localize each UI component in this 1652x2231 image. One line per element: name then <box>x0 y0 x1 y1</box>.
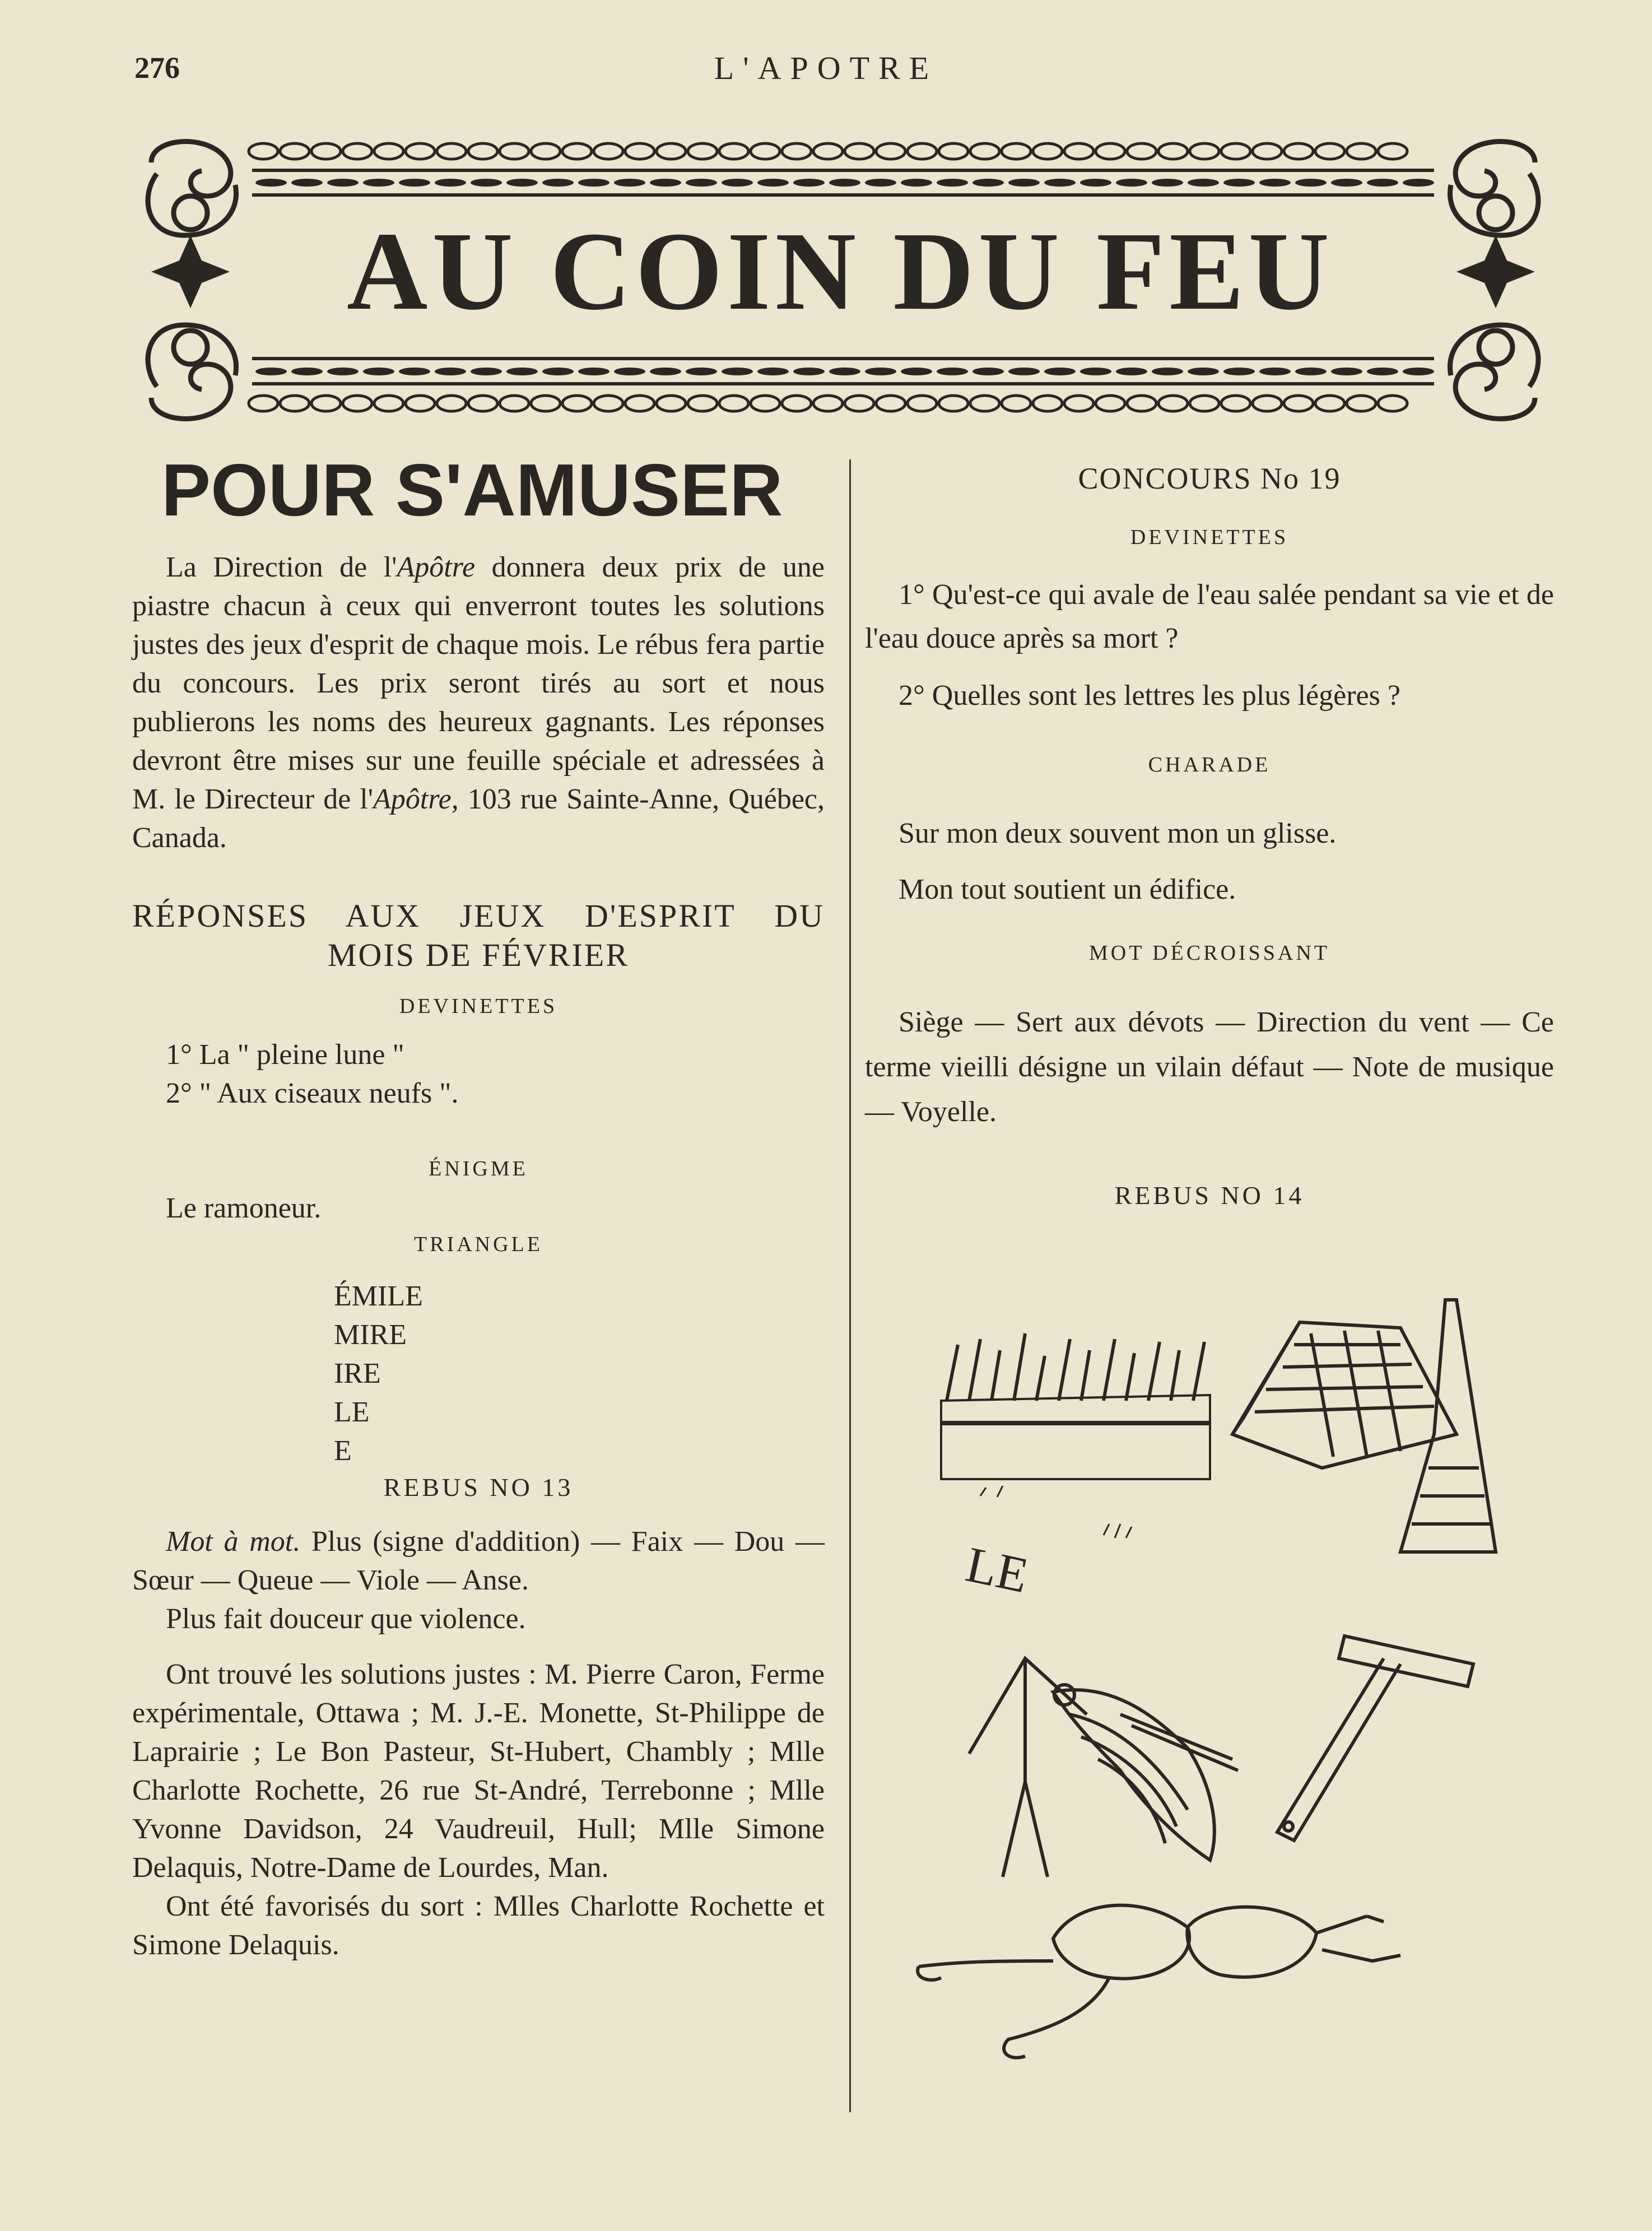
triangle-solution: ÉMILE MIRE IRE LE E <box>334 1280 423 1467</box>
left-column <box>132 448 825 1964</box>
mot-decroissant-label: MOT DÉCROISSANT <box>1088 941 1330 965</box>
rebus-14-illustration <box>896 1289 1557 2118</box>
rebus-13-solution: Plus fait douceur que violence. <box>166 1603 526 1635</box>
devinette-answer: 1° La " pleine lune " <box>166 1039 404 1071</box>
devinette-question-1: 1° Qu'est-ce qui avale de l'eau salée pendant sa vie et de l'eau douce après sa mort ? <box>865 579 1554 654</box>
answers-heading: RÉPONSES AUX JEUX D'ESPRIT DU MOIS DE FÉVRIER <box>132 898 825 973</box>
running-title: L'APOTRE <box>714 50 938 86</box>
enigme-label: ÉNIGME <box>429 1157 528 1180</box>
mice-icon <box>918 1905 1400 2058</box>
charade-label: CHARADE <box>1148 753 1271 777</box>
pour-samuser-heading: POUR S'AMUSER <box>161 449 783 531</box>
favored-paragraph: Ont été favorisés du sort : Mlles Charlotte Rochette et Simone Delaquis. <box>132 1890 825 1961</box>
mot-decroissant-text: Siège — Sert aux dévots — Direction du vent — Ce terme vieilli désigne un vilain défaut — Note de musique — Voyelle. <box>865 1006 1554 1128</box>
hammer-icon <box>1277 1636 1473 1840</box>
roof-icon <box>1232 1322 1456 1468</box>
devinette-question-2: 2° Quelles sont les lettres les plus légères ? <box>899 680 1400 712</box>
rebus-14-label: REBUS NO 14 <box>1114 1181 1305 1210</box>
rebus-13-label: REBUS NO 13 <box>383 1473 574 1502</box>
rebus-13-words: Mot à mot. Plus (signe d'addition) — Faix — Dou — Sœur — Queue — Viole — Anse. <box>132 1526 825 1596</box>
devinettes-label: DEVINETTES <box>1130 526 1289 549</box>
triangle-label: TRIANGLE <box>414 1233 543 1256</box>
found-solutions-paragraph: Ont trouvé les solutions justes : M. Pierre Caron, Ferme expérimentale, Ottawa ; M. J.-E. Monette, St-Philippe de Laprairie ; Le Bon Pasteur, St-Hubert, Chambly ; Mlle Charlotte Rochette, 26 rue St-André, Terrebonne ; Mlle Yvonne Davidson, 24 Vaudreuil, Hull; Mlle Simone Delaquis, Notre-Dame de Lourdes, Man. <box>132 1658 825 1884</box>
page-number: 276 <box>134 51 180 85</box>
enigme-answer: Le ramoneur. <box>166 1192 322 1224</box>
devinettes-label: DEVINETTES <box>399 994 558 1018</box>
bird-icon <box>969 1658 1238 1877</box>
chimney-icon <box>1400 1300 1496 1552</box>
column-divider <box>849 459 851 2112</box>
rebus-letters: LE <box>961 1536 1033 1604</box>
section-title: AU COIN DU FEU <box>347 210 1334 333</box>
concours-heading: CONCOURS No 19 <box>1078 462 1341 495</box>
right-column <box>865 448 1554 1210</box>
charade-line: Mon tout soutient un édifice. <box>899 873 1236 905</box>
devinette-answer: 2° " Aux ciseaux neufs ". <box>166 1077 459 1109</box>
intro-paragraph: La Direction de l'Apôtre donnera deux prix de une piastre chacun à ceux qui enverront toutes les solutions justes des jeux d'esprit de chaque mois. Le rébus fera partie du concours. Les prix seront tirés au sort et nous publierons les noms des heureux gagnants. Les réponses devront être mises sur une feuille spéciale et adressées à M. le Directeur de l'Apôtre, 103 rue Sainte-Anne, Québec, Canada. <box>132 551 825 854</box>
grass-icon <box>941 1333 1210 1479</box>
charade-line: Sur mon deux souvent mon un glisse. <box>899 817 1337 849</box>
